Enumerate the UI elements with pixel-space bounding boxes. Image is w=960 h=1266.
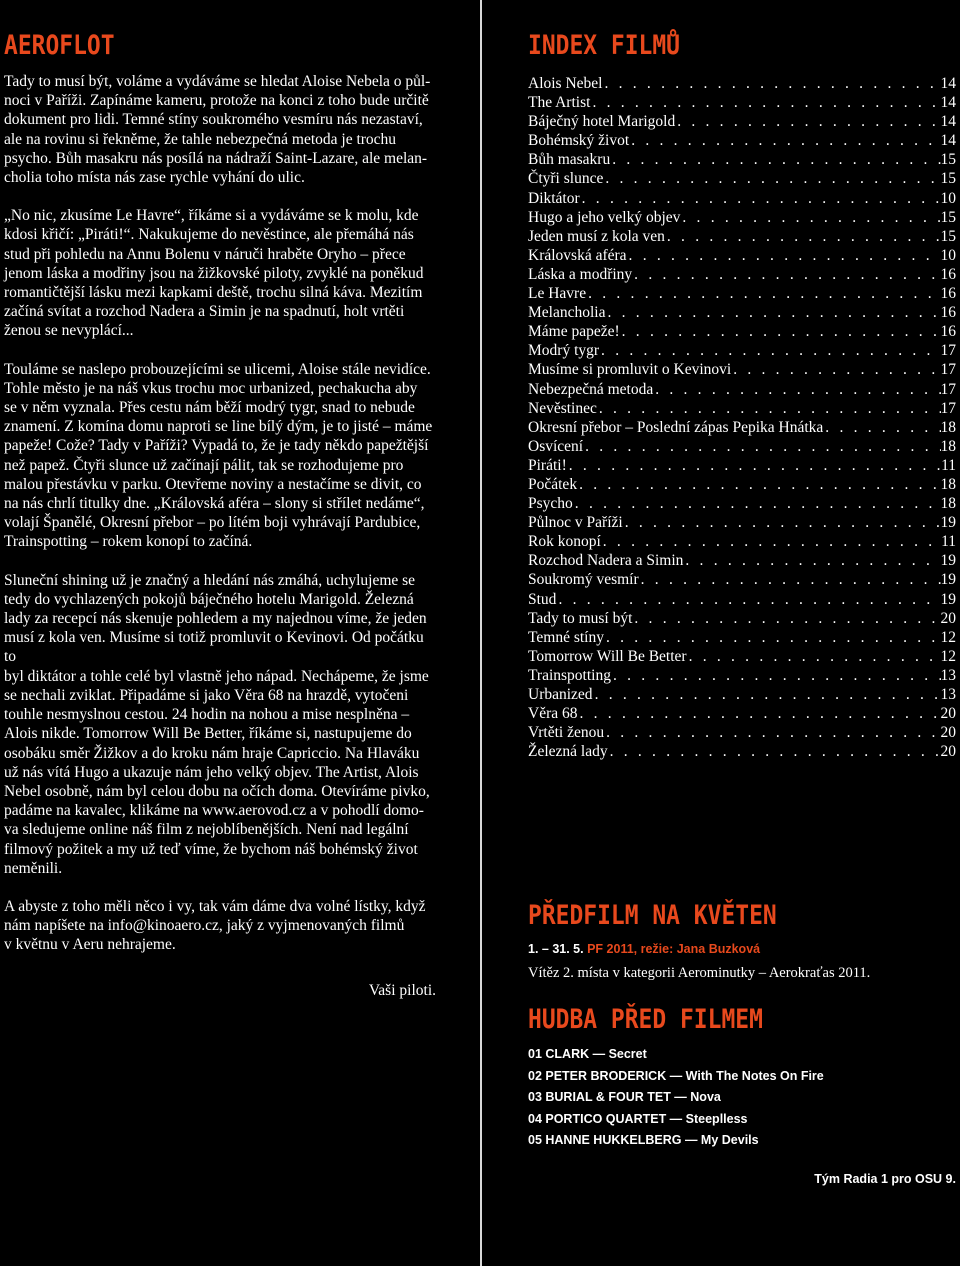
index-entry-page: 16 xyxy=(940,285,956,303)
index-entry xyxy=(528,150,956,169)
index-entry xyxy=(528,551,956,570)
index-entry-title: Modrý tygr xyxy=(528,342,600,360)
index-entry xyxy=(528,360,956,379)
index-entry-title: Tomorrow Will Be Better xyxy=(528,647,687,665)
index-entry-leader xyxy=(680,208,940,227)
index-entry-title: Královská aféra xyxy=(528,246,627,264)
index-entry-leader xyxy=(632,609,940,628)
music-section xyxy=(528,1004,956,1152)
index-entry-page: 20 xyxy=(940,705,956,723)
index-entry-leader xyxy=(627,246,941,265)
index-entry-page: 19 xyxy=(940,571,956,589)
index-entry-leader xyxy=(556,590,940,609)
index-entry-page: 17 xyxy=(940,361,956,379)
aeroflot-article xyxy=(4,30,436,1000)
index-entry xyxy=(528,570,956,589)
music-item: 02 PETER BRODERICK — With The Notes On Fire xyxy=(528,1068,824,1083)
index-entry-leader xyxy=(823,418,940,437)
index-entry-page: 15 xyxy=(940,151,956,169)
article-paragraph-3: Touláme se naslepo probouzejícími se ulicemi, Aloise stále nevidíce. Tohle město je na náš vkus trochu moc urbanized, pechakucha aby se v něm vyznala. Přes cestu nám běží modrý tygr, snad to nebude znamení. Z komína domu naproti se line bílý dým, je to jisté – máme papeže! Cože? Tady v Paříži? Vypadá to, že je tady někdo papežtější než papež. Čtyři slunce už začínají pálit, tak se rozhodujeme pro malou přestávku v parku. Otevřeme noviny a nestačíme se divit, co na nás chrlí titulky dne. „Královská aféra – slony si střílet nedáme“, volají Španělé, Okresní přebor – po lítém boji vyhrávají Pardubice, Trainspotting – rokem konopí to začíná. xyxy=(4,360,433,551)
predfilm-info: PF 2011, režie: Jana Buzková xyxy=(587,942,761,956)
index-entry-page: 15 xyxy=(940,227,956,245)
index-entry-page: 14 xyxy=(940,75,956,92)
index-entry xyxy=(528,704,956,723)
index-entry-title: Le Havre xyxy=(528,285,587,303)
index-entry-leader xyxy=(604,628,941,647)
index-entry-page: 14 xyxy=(940,113,956,131)
index-entry-page: 16 xyxy=(940,323,956,341)
index-entry-title: Bůh masakru xyxy=(528,151,611,169)
index-entry xyxy=(528,380,956,399)
index-entry-title: Temné stíny xyxy=(528,628,604,646)
index-entry-page: 19 xyxy=(940,514,956,532)
index-entry xyxy=(528,609,956,628)
index-entry-page: 20 xyxy=(940,743,956,761)
article-paragraph-5: A abyste z toho měli něco i vy, tak vám dáme dva volné lístky, když nám napíšete na info@kinoaero.cz, jaký z vyjmenovaných filmů v květnu v Aeru nehrajeme. xyxy=(4,897,426,954)
music-item: 03 BURIAL & FOUR TET — Nova xyxy=(528,1090,721,1105)
index-entry-title: Máme papeže! xyxy=(528,323,620,341)
index-entry-leader xyxy=(604,723,940,742)
index-entry-leader xyxy=(632,265,940,284)
index-entry-leader xyxy=(603,169,940,188)
index-entry-title: Vrtěti ženou xyxy=(528,724,605,742)
index-entry-title: Melancholia xyxy=(528,304,606,322)
right-column xyxy=(528,30,956,1148)
index-entry-page: 16 xyxy=(940,265,956,283)
index-entry-leader xyxy=(597,399,941,418)
index-entry xyxy=(528,303,956,322)
index-entry-title: Piráti! xyxy=(528,456,567,474)
index-entry-page: 17 xyxy=(940,399,956,417)
index-entry-leader xyxy=(578,704,941,723)
index-entry-page: 11 xyxy=(941,533,956,551)
music-item: 04 PORTICO QUARTET — Steeplless xyxy=(528,1111,748,1126)
index-entry-leader xyxy=(593,685,941,704)
index-entry xyxy=(528,131,956,150)
index-entry-title: Okresní přebor – Poslední zápas Pepika Hnátka xyxy=(528,418,824,436)
index-entry xyxy=(528,284,956,303)
film-index-list xyxy=(528,74,956,761)
index-entry-leader xyxy=(629,131,940,150)
index-entry xyxy=(528,628,956,647)
index-entry-leader xyxy=(610,150,940,169)
index-entry-title: Půlnoc v Paříži xyxy=(528,514,623,532)
index-entry-leader xyxy=(620,322,941,341)
music-item: 01 CLARK — Secret xyxy=(528,1047,647,1061)
index-entry xyxy=(528,666,956,685)
index-entry-title: Tady to musí být xyxy=(528,609,633,627)
index-entry xyxy=(528,341,956,360)
index-entry-page: 17 xyxy=(940,342,956,360)
index-entry-leader xyxy=(611,666,941,685)
index-entry xyxy=(528,590,956,609)
predfilm-section xyxy=(528,900,956,983)
article-paragraph-4: Sluneční shining už je značný a hledání nás zmáhá, uchylujeme se tedy do vychlazených pokojů báječného hotelu Marigold. Železná lady za recepcí nás skenuje pohledem a my najednou víme, že jeden musí z kola ven. Musíme si totiž promluvit o Kevinovi. Od počátku to byl diktátor a tohle celé byl vlastně jeho nápad. Nechápeme, že jsme se nechali zviklat. Připadáme si jako Věra 68 na hrazdě, vytočeni touhle nesmyslnou cestou. 24 hodin na nohou a mise nesplněna – Alois nikde. Tomorrow Will Be Better, říkáme si, nastupujeme do osobáku směr Žižkov a do kroku nám hraje Capriccio. Na Hlaváku už nás vítá Hugo a ukazuje nám jeho velký objev. The Artist, Alois Nebel osobně, nám byl celou dobu na očích doma. Otevíráme pivko, padáme na kavalec, klikáme na www.aerovod.cz a v pohodlí domo- va sledujeme online náš film z nejoblíbenějších. Není nad legální filmový požitek a my už teď víme, že bychom náš bohémský život neměnili. xyxy=(4,571,430,877)
index-entry-title: Urbanized xyxy=(528,686,593,703)
index-entry xyxy=(528,112,956,131)
index-entry xyxy=(528,265,956,284)
index-entry-title: Věra 68 xyxy=(528,705,578,723)
index-entry-title: Soukromý vesmír xyxy=(528,571,639,589)
index-entry-leader xyxy=(573,494,941,513)
index-entry-page: 11 xyxy=(941,456,956,474)
index-entry-leader xyxy=(586,284,940,303)
index-entry-page: 18 xyxy=(940,418,956,436)
index-entry-page: 19 xyxy=(940,590,956,608)
index-entry xyxy=(528,475,956,494)
index-entry-page: 20 xyxy=(940,724,956,742)
index-entry-title: Láska a modřiny xyxy=(528,265,633,283)
index-entry-title: Diktátor xyxy=(528,189,580,207)
index-entry-title: Nebezpečná metoda xyxy=(528,380,654,398)
index-entry-leader xyxy=(605,303,940,322)
index-entry-page: 18 xyxy=(940,495,956,513)
index-entry xyxy=(528,227,956,246)
article-signoff: Vaši piloti. xyxy=(368,981,436,999)
index-entry-page: 18 xyxy=(940,475,956,493)
index-entry-title: Rok konopí xyxy=(528,533,601,551)
index-entry-leader xyxy=(623,513,941,532)
index-entry-title: The Artist xyxy=(528,94,591,112)
predfilm-info-line xyxy=(528,942,956,956)
index-entry-leader xyxy=(675,112,940,131)
index-entry-leader xyxy=(599,341,940,360)
index-entry-leader xyxy=(683,551,940,570)
index-entry xyxy=(528,456,956,475)
index-entry xyxy=(528,723,956,742)
index-entry-page: 10 xyxy=(940,189,956,207)
column-divider xyxy=(480,0,482,1266)
index-entry-title: Osvícení xyxy=(528,437,584,455)
index-entry-page: 18 xyxy=(940,437,956,455)
index-entry-page: 12 xyxy=(940,647,956,665)
index-entry-leader xyxy=(567,456,941,475)
index-entry-page: 16 xyxy=(940,304,956,322)
index-entry-title: Stud xyxy=(528,590,557,608)
index-entry xyxy=(528,494,956,513)
index-entry-page: 13 xyxy=(940,686,956,703)
article-title: AEROFLOT xyxy=(4,30,115,61)
index-entry xyxy=(528,74,956,93)
music-title: HUDBA PŘED FILMEM xyxy=(528,1004,763,1035)
index-entry xyxy=(528,437,956,456)
index-entry-leader xyxy=(577,475,940,494)
index-entry-leader xyxy=(601,532,941,551)
predfilm-title: PŘEDFILM NA KVĚTEN xyxy=(528,900,777,931)
index-entry xyxy=(528,418,956,437)
index-entry-page: 14 xyxy=(940,132,956,150)
index-entry-page: 15 xyxy=(940,170,956,188)
index-entry xyxy=(528,322,956,341)
article-paragraph-1: Tady to musí být, voláme a vydáváme se hledat Aloise Nebela o půl- noci v Paříži. Zapínáme kameru, protože na konci z toho bude určitě dokument pro lidi. Temné stíny soukromého vesmíru nás nezastaví, ale na rovinu si řekněme, že tahle nebezpečná metoda je trochu psycho. Bůh masakru nás posílá na nádraží Saint-Lazare, ale melan- cholia toho místa nás zase rychle vyhání do ulic. xyxy=(4,73,431,187)
index-entry-title: Bohémský život xyxy=(528,132,630,150)
index-entry-leader xyxy=(731,360,940,379)
index-entry-title: Jeden musí z kola ven xyxy=(528,227,665,245)
index-entry-page: 14 xyxy=(940,94,956,112)
index-entry xyxy=(528,399,956,418)
index-entry-page: 10 xyxy=(940,246,956,264)
index-entry-title: Musíme si promluvit o Kevinovi xyxy=(528,361,732,379)
index-entry-leader xyxy=(639,570,941,589)
article-paragraph-2: „No nic, zkusíme Le Havre“, říkáme si a vydáváme se k molu, kde kdosi křičí: „Piráti!“. Nakukujeme do nevěstince, ale přemáhá nás stud při pohledu na Annu Bolenu v náruči hraběte Oryho – přece jenom láska a modřiny jsou na žižkovské piloty, zvyklé na poněkud romantičtější lásku mezi kapkami deště, trochu silná káva. Mezitím začíná svítat a rozchod Nadera a Simin je na spadnutí, holt vrtěti ženou se nevyplácí... xyxy=(4,207,424,340)
index-entry-leader xyxy=(608,742,941,761)
index-entry-title: Báječný hotel Marigold xyxy=(528,113,676,131)
index-entry-leader xyxy=(580,189,941,208)
index-entry xyxy=(528,208,956,227)
index-entry-title: Nevěstinec xyxy=(528,399,597,417)
predfilm-date: 1. – 31. 5. xyxy=(528,942,584,956)
index-entry-page: 17 xyxy=(940,380,956,398)
index-title: INDEX FILMŮ xyxy=(528,30,680,61)
index-entry xyxy=(528,685,956,704)
team-credit: Tým Radia 1 pro OSU 9. xyxy=(814,1172,956,1186)
index-entry-page: 15 xyxy=(940,208,956,226)
index-entry-page: 20 xyxy=(940,609,956,627)
index-entry-title: Železná lady xyxy=(528,743,608,761)
index-entry xyxy=(528,513,956,532)
index-entry-page: 19 xyxy=(940,552,956,570)
index-entry xyxy=(528,246,956,265)
index-entry xyxy=(528,532,956,551)
index-entry xyxy=(528,93,956,112)
index-entry-title: Počátek xyxy=(528,475,578,493)
predfilm-note: Vítěz 2. místa v kategorii Aerominutky – Aerokraťas 2011. xyxy=(528,965,871,981)
index-entry-title: Psycho xyxy=(528,495,573,513)
index-entry-title: Trainspotting xyxy=(528,666,611,684)
index-entry-page: 12 xyxy=(940,628,956,646)
index-entry xyxy=(528,189,956,208)
index-entry-title: Alois Nebel xyxy=(528,75,603,92)
index-entry-leader xyxy=(583,437,940,456)
index-entry-leader xyxy=(590,93,940,112)
index-entry-title: Hugo a jeho velký objev xyxy=(528,208,681,226)
music-item: 05 HANNE HUKKELBERG — My Devils xyxy=(528,1133,759,1148)
index-entry-title: Čtyři slunce xyxy=(528,170,604,188)
index-entry xyxy=(528,742,956,761)
index-entry xyxy=(528,169,956,188)
index-entry-page: 13 xyxy=(940,666,956,684)
index-entry-leader xyxy=(653,380,940,399)
index-entry-leader xyxy=(665,227,941,246)
index-entry-title: Rozchod Nadera a Simin xyxy=(528,552,684,570)
music-list xyxy=(528,1044,956,1152)
index-entry-leader xyxy=(687,647,941,666)
index-entry-leader xyxy=(602,74,940,93)
index-entry xyxy=(528,647,956,666)
